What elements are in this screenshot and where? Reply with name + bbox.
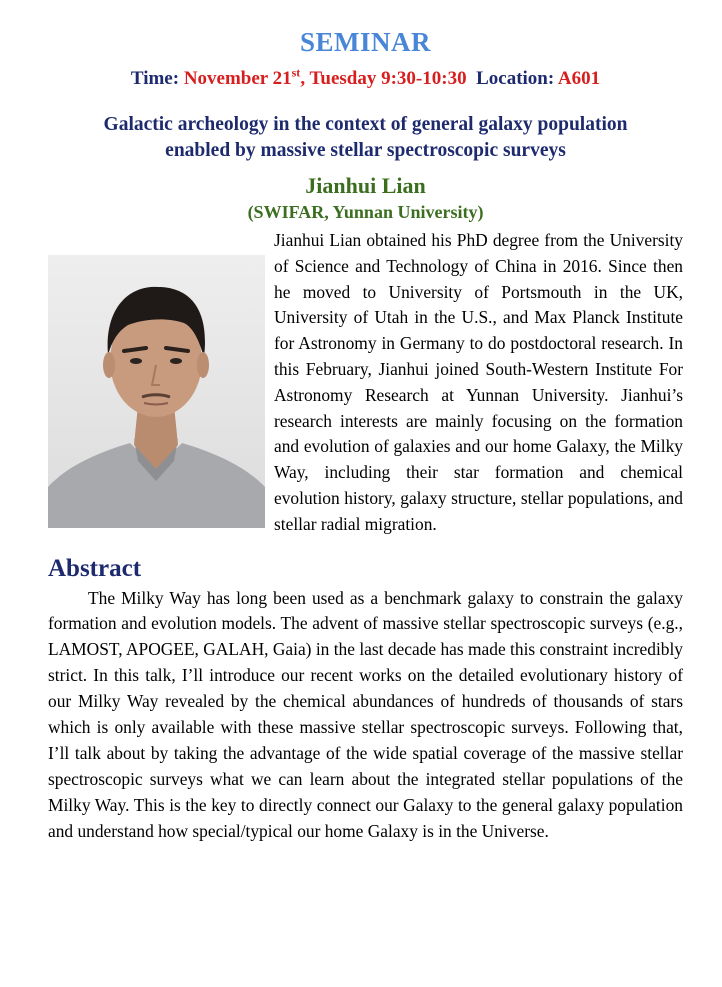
time-location-line (48, 64, 683, 94)
speaker-name: Jianhui Lian (305, 173, 426, 198)
abstract-heading: Abstract (48, 554, 142, 582)
location-value: A601 (557, 68, 601, 89)
speaker-portrait-image (48, 255, 265, 528)
date-rest: , Tuesday 9:30-10:30 (300, 68, 467, 89)
talk-title-line-1: Galactic archeology in the context of general galaxy population (103, 114, 628, 135)
seminar-heading: SEMINAR (299, 27, 431, 57)
location-label: Location: (476, 68, 555, 89)
abstract-text: The Milky Way has long been used as a benchmark galaxy to constrain the galaxy formation and evolution models. The advent of massive stellar spectroscopic surveys (e.g., LAMOST, APOGEE, GALAH, Gaia) in the last decade has made this constraint incredibly strict. In this talk, I’ll introduce our recent works on the detailed evolutionary history of our Milky Way revealed by the chemical abundances of hundreds of thousands of stars which is only available with these massive stellar spectroscopic surveys. Following that, I’ll talk about by taking the advantage of the wide spatial coverage of the massive stellar spectroscopic surveys what we can learn about the integrated stellar populations of the Milky Way. This is the key to directly connect our Galaxy to the general galaxy population and understand how special/typical our home Galaxy is in the Universe. (48, 587, 683, 841)
seminar-date (183, 65, 467, 89)
seminar-poster (48, 22, 683, 845)
speaker-bio-section (48, 228, 683, 538)
speaker-photo (48, 255, 265, 528)
talk-title-line-2: enabled by massive stellar spectroscopic surveys (165, 140, 566, 161)
speaker-bio-text: Jianhui Lian obtained his PhD degree from the University of Science and Technology of China in 2016. Since then he moved to University of Portsmouth in the UK, University of Utah in the U.S., and Max Planck Institute for Astronomy in Germany to do postdoctoral research. In this February, Jianhui joined South-Western Institute For Astronomy Research at Yunnan University. Jianhui’s research interests are mainly focusing on the formation and evolution of galaxies and our home Galaxy, the Milky Way, including their star formation and chemical evolution history, galaxy structure, stellar populations, and stellar radial migration. (274, 230, 683, 534)
date-main: November 21 (183, 68, 292, 89)
time-label: Time: (130, 68, 180, 89)
talk-title (48, 112, 683, 164)
date-ordinal: st (291, 65, 301, 80)
speaker-affiliation: (SWIFAR, Yunnan University) (247, 202, 484, 222)
